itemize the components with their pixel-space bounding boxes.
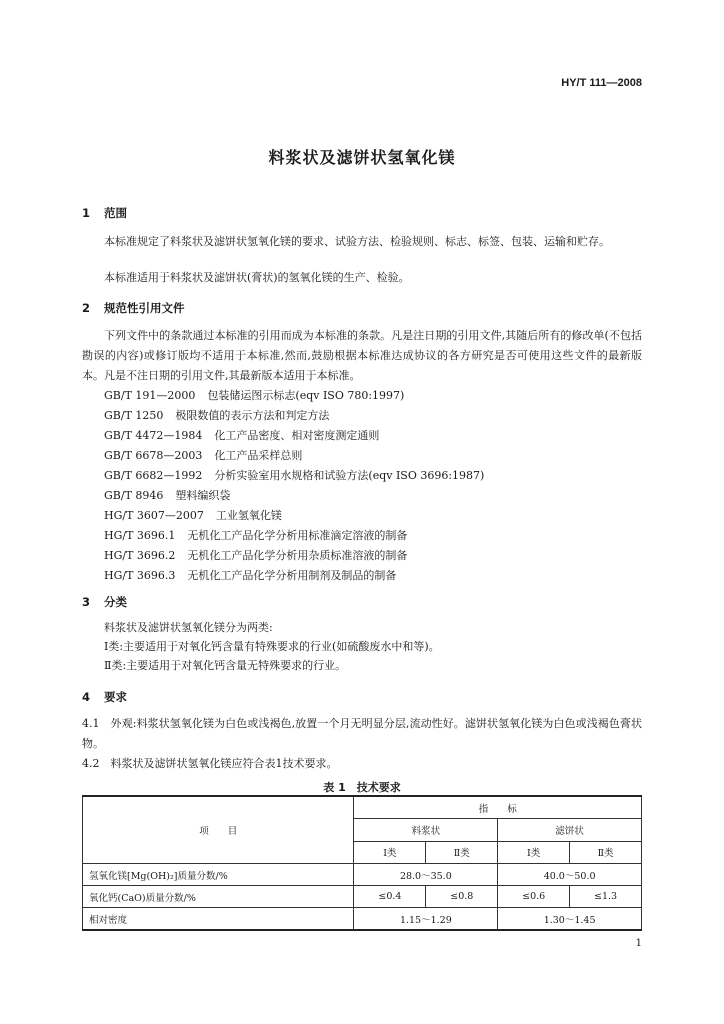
reference-item [104, 386, 484, 406]
reference-code: HG/T 3607—2007 [104, 509, 204, 522]
row-value-cake: 1.30～1.45 [498, 908, 642, 931]
scope-paragraph-2: 本标准适用于料浆状及滤饼状(膏状)的氢氧化镁的生产、检验。 [104, 271, 410, 284]
header-class-1: Ⅰ类 [498, 841, 570, 863]
row-item: 氢氧化镁[Mg(OH)₂]质量分数/% [83, 864, 354, 886]
header-cake: 滤饼状 [498, 819, 642, 841]
classification-type-2: Ⅱ类:主要适用于对氧化钙含量无特殊要求的行业。 [104, 659, 347, 672]
reference-item [104, 506, 484, 526]
table-row [83, 864, 642, 886]
section-4-heading [82, 689, 127, 705]
reference-title: 无机化工产品化学分析用制剂及制品的制备 [187, 569, 397, 582]
reference-title: 无机化工产品化学分析用标准滴定溶液的制备 [187, 529, 408, 542]
reference-title: 包装储运图示标志(eqv ISO 780:1997) [207, 389, 405, 402]
page-number: 1 [635, 938, 642, 949]
reference-title: 无机化工产品化学分析用杂质标准溶液的制备 [187, 549, 408, 562]
classification-intro: 料浆状及滤饼状氢氧化镁分为两类: [104, 621, 273, 634]
row-value-cake: 40.0～50.0 [498, 864, 642, 886]
header-item: 项 目 [83, 796, 354, 864]
reference-title: 化工产品密度、相对密度测定通则 [214, 429, 380, 442]
reference-item [104, 446, 484, 466]
header-slurry: 料浆状 [354, 819, 498, 841]
header-class-2: Ⅱ类 [426, 841, 498, 863]
table-row [83, 886, 642, 908]
row-value: ≤1.3 [570, 886, 642, 908]
reference-code: GB/T 6678—2003 [104, 449, 203, 462]
document-title: 料浆状及滤饼状氢氧化镁 [268, 148, 456, 167]
row-value-slurry: 1.15～1.29 [354, 908, 498, 931]
reference-code: GB/T 1250 [104, 409, 164, 422]
reference-code: GB/T 6682—1992 [104, 469, 203, 482]
reference-item [104, 526, 484, 546]
section-title: 规范性引用文件 [104, 301, 185, 315]
reference-title: 化工产品采样总则 [214, 449, 303, 462]
reference-list [104, 386, 484, 586]
clause-4-2: 4.2 料浆状及滤饼状氢氧化镁应符合表1技术要求。 [82, 757, 338, 770]
reference-code: HG/T 3696.3 [104, 569, 176, 582]
reference-item [104, 486, 484, 506]
header-class-2: Ⅱ类 [570, 841, 642, 863]
row-value: ≤0.8 [426, 886, 498, 908]
reference-title: 分析实验室用水规格和试验方法(eqv ISO 3696:1987) [214, 469, 485, 482]
reference-title: 塑料编织袋 [175, 489, 231, 502]
reference-code: HG/T 3696.1 [104, 529, 176, 542]
technical-requirements-table [82, 795, 642, 931]
section-title: 分类 [104, 595, 127, 609]
section-number: 4 [82, 690, 91, 704]
reference-code: HG/T 3696.2 [104, 549, 176, 562]
reference-title: 极限数值的表示方法和判定方法 [175, 409, 330, 422]
clause-4-1: 4.1 外观:料浆状氢氧化镁为白色或浅褐色,放置一个月无明显分层,流动性好。滤饼状氢氧化镁为白色或浅褐色膏状物。 [82, 717, 642, 750]
reference-code: GB/T 8946 [104, 489, 164, 502]
reference-item [104, 546, 484, 566]
row-value: ≤0.6 [498, 886, 570, 908]
table-header-row [83, 796, 642, 819]
section-number: 1 [82, 206, 91, 220]
reference-title: 工业氢氧化镁 [215, 509, 282, 522]
classification-type-1: Ⅰ类:主要适用于对氧化钙含量有特殊要求的行业(如硫酸废水中和等)。 [104, 640, 440, 653]
reference-code: GB/T 191—2000 [104, 389, 196, 402]
section-1-heading [82, 205, 127, 221]
header-index: 指 标 [354, 796, 642, 819]
reference-item [104, 566, 484, 586]
section-number: 3 [82, 595, 91, 609]
table-caption: 表 1 技术要求 [323, 781, 401, 794]
row-item: 氧化钙(CaO)质量分数/% [83, 886, 354, 908]
row-value-slurry: 28.0～35.0 [354, 864, 498, 886]
reference-item [104, 426, 484, 446]
section-title: 范围 [104, 206, 127, 220]
row-value: ≤0.4 [354, 886, 426, 908]
reference-item [104, 406, 484, 426]
section-3-heading [82, 594, 127, 610]
section-2-heading [82, 300, 185, 316]
table-row [83, 908, 642, 931]
reference-code: GB/T 4472—1984 [104, 429, 203, 442]
scope-paragraph-1: 本标准规定了料浆状及滤饼状氢氧化镁的要求、试验方法、检验规则、标志、标签、包装、运输和贮存。 [104, 235, 610, 248]
section-title: 要求 [104, 690, 127, 704]
standard-code: HY/T 111—2008 [561, 77, 642, 89]
section-number: 2 [82, 301, 91, 315]
row-item: 相对密度 [83, 908, 354, 931]
header-class-1: Ⅰ类 [354, 841, 426, 863]
reference-item [104, 466, 484, 486]
references-intro: 下列文件中的条款通过本标准的引用而成为本标准的条款。凡是注日期的引用文件,其随后所有的修改单(不包括勘误的内容)或修订版均不适用于本标准,然而,鼓励根据本标准达成协议的各方研究是否可使用这些文件的最新版本。凡是不注日期的引用文件,其最新版本适用于本标准。 [82, 329, 642, 382]
